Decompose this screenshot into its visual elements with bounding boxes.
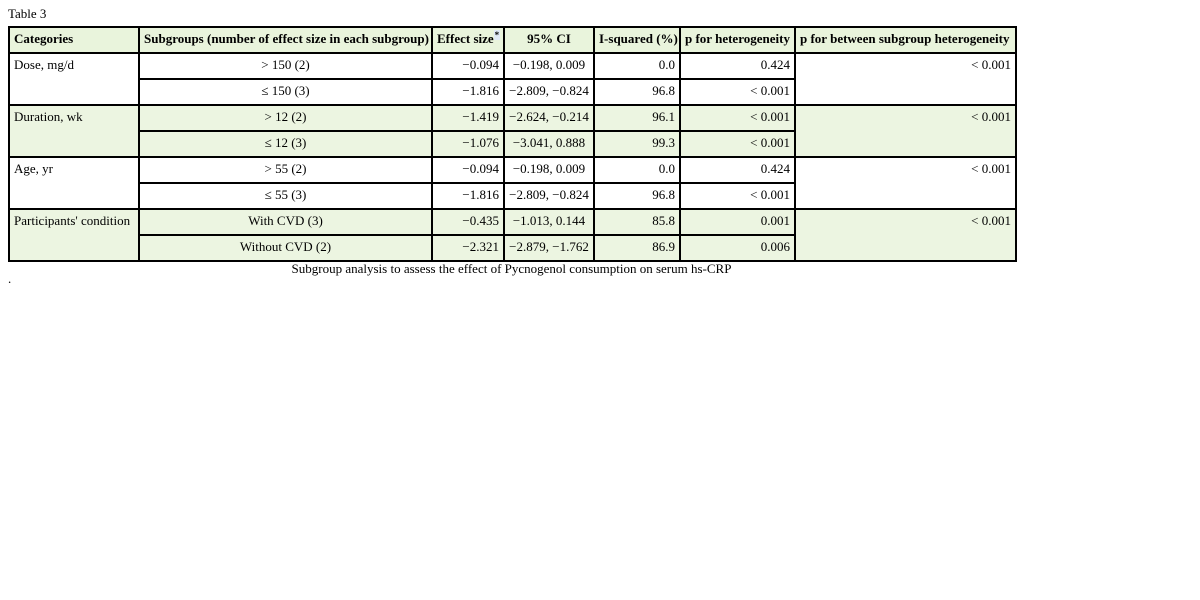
header-effect-size-label: Effect size bbox=[437, 31, 494, 46]
header-categories: Categories bbox=[9, 27, 139, 53]
category-cell: Age, yr bbox=[9, 157, 139, 209]
category-cell: Duration, wk bbox=[9, 105, 139, 157]
i-squared-cell: 96.1 bbox=[594, 105, 680, 131]
table-row bbox=[9, 105, 1016, 131]
i-squared-cell: 96.8 bbox=[594, 183, 680, 209]
effect-size-cell: −0.094 bbox=[432, 53, 504, 79]
category-cell: Dose, mg/d bbox=[9, 53, 139, 105]
table-container bbox=[8, 6, 1017, 284]
effect-size-cell: −1.076 bbox=[432, 131, 504, 157]
subgroup-cell: ≤ 150 (3) bbox=[139, 79, 432, 105]
p-heterogeneity-cell: < 0.001 bbox=[680, 183, 795, 209]
p-heterogeneity-cell: < 0.001 bbox=[680, 105, 795, 131]
ci-cell: −0.198, 0.009 bbox=[504, 157, 594, 183]
header-ci: 95% CI bbox=[504, 27, 594, 53]
p-heterogeneity-cell: 0.001 bbox=[680, 209, 795, 235]
i-squared-cell: 96.8 bbox=[594, 79, 680, 105]
p-heterogeneity-cell: < 0.001 bbox=[680, 79, 795, 105]
table-row bbox=[9, 157, 1016, 183]
p-between-cell: < 0.001 bbox=[795, 53, 1016, 105]
effect-size-cell: −1.816 bbox=[432, 183, 504, 209]
subgroup-cell: > 12 (2) bbox=[139, 105, 432, 131]
p-between-cell: < 0.001 bbox=[795, 209, 1016, 261]
footnote-marker[interactable]: * bbox=[494, 29, 500, 40]
header-p-heterogeneity: p for heterogeneity bbox=[680, 27, 795, 53]
subgroup-cell: Without CVD (2) bbox=[139, 235, 432, 261]
ci-cell: −2.809, −0.824 bbox=[504, 79, 594, 105]
effect-size-cell: −1.816 bbox=[432, 79, 504, 105]
p-heterogeneity-cell: 0.424 bbox=[680, 53, 795, 79]
header-i-squared: I-squared (%) bbox=[594, 27, 680, 53]
p-between-cell: < 0.001 bbox=[795, 105, 1016, 157]
ci-cell: −2.879, −1.762 bbox=[504, 235, 594, 261]
i-squared-cell: 86.9 bbox=[594, 235, 680, 261]
table-row bbox=[9, 53, 1016, 79]
subgroup-cell: With CVD (3) bbox=[139, 209, 432, 235]
i-squared-cell: 0.0 bbox=[594, 53, 680, 79]
header-effect-size bbox=[432, 27, 504, 53]
p-heterogeneity-cell: < 0.001 bbox=[680, 131, 795, 157]
effect-size-cell: −1.419 bbox=[432, 105, 504, 131]
footer-mark: . bbox=[8, 271, 12, 286]
effect-size-cell: −2.321 bbox=[432, 235, 504, 261]
subgroup-analysis-table bbox=[8, 26, 1017, 262]
subgroup-cell: ≤ 55 (3) bbox=[139, 183, 432, 209]
p-heterogeneity-cell: 0.006 bbox=[680, 235, 795, 261]
header-subgroups: Subgroups (number of effect size in each subgroup) bbox=[139, 27, 432, 53]
ci-cell: −2.809, −0.824 bbox=[504, 183, 594, 209]
subgroup-cell: > 55 (2) bbox=[139, 157, 432, 183]
table-caption: Subgroup analysis to assess the effect of Pycnogenol consumption on serum hs-CRP bbox=[291, 261, 732, 276]
table-label: Table 3 bbox=[8, 6, 47, 21]
category-cell: Participants' condition bbox=[9, 209, 139, 261]
ci-cell: −0.198, 0.009 bbox=[504, 53, 594, 79]
ci-cell: −3.041, 0.888 bbox=[504, 131, 594, 157]
i-squared-cell: 99.3 bbox=[594, 131, 680, 157]
header-row bbox=[9, 27, 1016, 53]
ci-cell: −2.624, −0.214 bbox=[504, 105, 594, 131]
i-squared-cell: 85.8 bbox=[594, 209, 680, 235]
i-squared-cell: 0.0 bbox=[594, 157, 680, 183]
subgroup-cell: ≤ 12 (3) bbox=[139, 131, 432, 157]
table-row bbox=[9, 209, 1016, 235]
subgroup-cell: > 150 (2) bbox=[139, 53, 432, 79]
p-between-cell: < 0.001 bbox=[795, 157, 1016, 209]
effect-size-cell: −0.094 bbox=[432, 157, 504, 183]
header-p-between: p for between subgroup heterogeneity bbox=[795, 27, 1016, 53]
p-heterogeneity-cell: 0.424 bbox=[680, 157, 795, 183]
effect-size-cell: −0.435 bbox=[432, 209, 504, 235]
ci-cell: −1.013, 0.144 bbox=[504, 209, 594, 235]
